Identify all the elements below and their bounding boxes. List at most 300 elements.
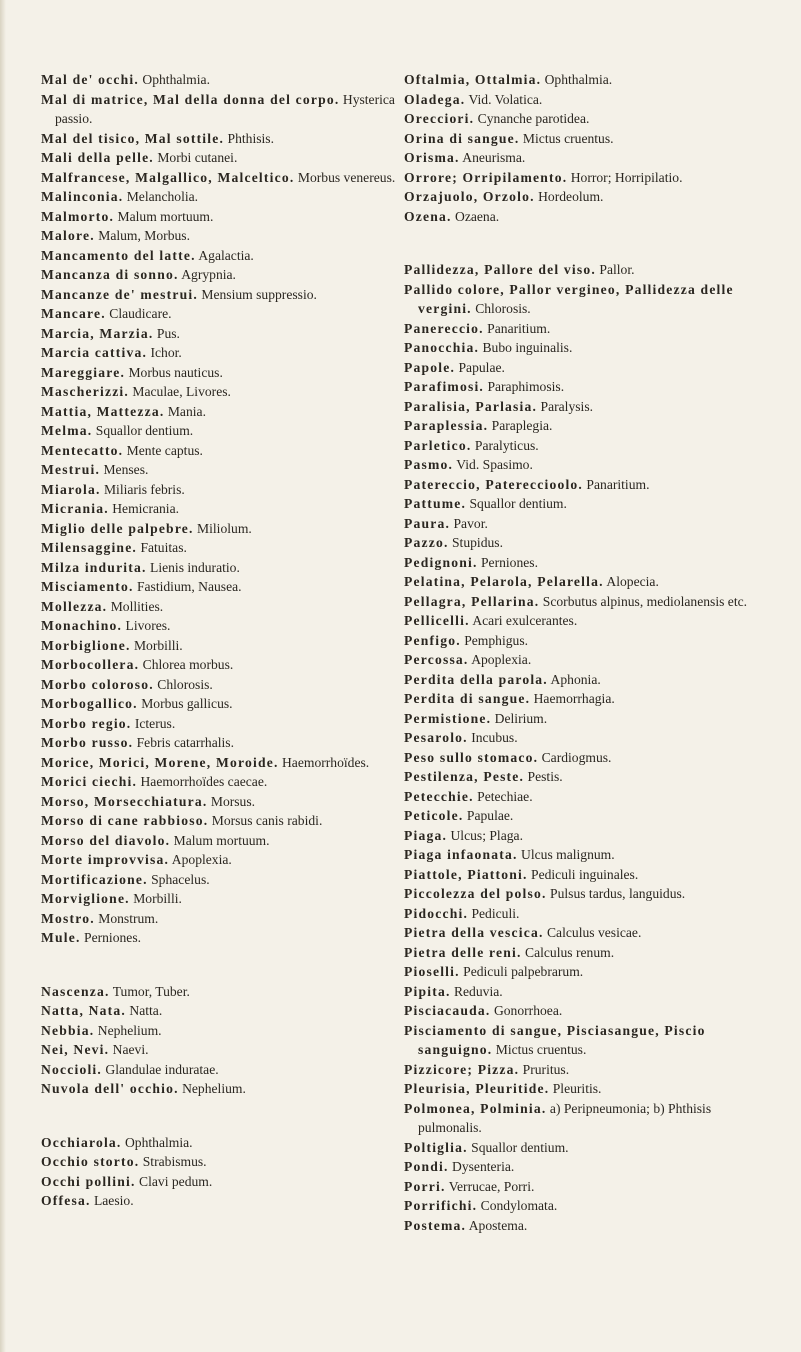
entry-latin: Perniones.	[480, 554, 538, 570]
entry-term: Mareggiare.	[41, 364, 126, 380]
dictionary-entry	[404, 70, 764, 90]
dictionary-entry	[41, 402, 396, 422]
entry-term: Pellagra, Pellarina.	[404, 593, 540, 609]
entry-term: Misciamento.	[41, 579, 134, 594]
dictionary-entry	[404, 533, 764, 553]
entry-latin: Pediculi.	[471, 905, 520, 921]
entry-latin: Squallor dentium.	[471, 1139, 569, 1155]
entry-latin: a) Peripneumonia; b) Phthisis pulmonalis.	[418, 1100, 712, 1135]
entry-term: Morici ciechi.	[41, 774, 138, 789]
entry-term: Pallido colore, Pallor vergineo, Pallidezza delle vergini.	[404, 281, 734, 316]
entry-term: Morbo coloroso.	[41, 676, 154, 692]
dictionary-entry	[41, 831, 396, 851]
entry-latin: Papulae.	[466, 808, 514, 823]
dictionary-entry	[404, 806, 764, 826]
entry-latin: Malum mortuum.	[173, 832, 270, 848]
entry-term: Polmonea, Polminia.	[404, 1100, 547, 1116]
dictionary-entry	[41, 285, 396, 305]
dictionary-entry	[41, 616, 396, 636]
entry-latin: Hordeolum.	[538, 189, 604, 204]
entry-term: Miarola.	[41, 481, 101, 497]
dictionary-entry	[41, 168, 396, 188]
entry-term: Pizzicore; Pizza.	[404, 1061, 520, 1077]
dictionary-entry	[41, 811, 396, 831]
dictionary-entry	[41, 460, 396, 480]
entry-term: Pesarolo.	[404, 730, 468, 745]
dictionary-entry	[41, 1172, 396, 1192]
entry-term: Peticole.	[404, 808, 464, 823]
entry-latin: Stupidus.	[451, 535, 503, 550]
entry-term: Nascenza.	[41, 983, 110, 999]
entry-term: Mattia, Mattezza.	[41, 403, 165, 419]
entry-term: Morviglione.	[41, 891, 130, 906]
entry-term: Petecchie.	[404, 788, 474, 804]
entry-latin: Alopecia.	[606, 574, 659, 589]
dictionary-entry	[404, 377, 764, 397]
dictionary-entry	[404, 923, 764, 943]
dictionary-entry	[404, 1079, 764, 1099]
dictionary-entry	[41, 129, 396, 149]
entry-latin: Gonorrhoea.	[493, 1003, 563, 1018]
dictionary-entry	[404, 1177, 764, 1197]
dictionary-entry	[41, 850, 396, 870]
dictionary-entry	[404, 709, 764, 729]
dictionary-entry	[404, 1001, 764, 1021]
entry-latin: Malum mortuum.	[117, 208, 214, 224]
entry-term: Natta, Nata.	[41, 1003, 126, 1018]
entry-latin: Pediculi palpebrarum.	[463, 964, 584, 979]
dictionary-entry	[404, 280, 764, 319]
entry-term: Perdita della parola.	[404, 671, 548, 687]
dictionary-entry	[404, 455, 764, 475]
entry-term: Mal del tisico, Mal sottile.	[41, 130, 225, 146]
entry-term: Nuvola dell' occhio.	[41, 1081, 179, 1096]
dictionary-entry	[404, 767, 764, 787]
right-group-p	[404, 260, 764, 1235]
entry-term: Occhi pollini.	[41, 1173, 136, 1189]
dictionary-entry	[404, 319, 764, 339]
entry-term: Morbo russo.	[41, 735, 134, 750]
entry-latin: Ichor.	[150, 345, 182, 360]
entry-latin: Horror; Horripilatio.	[570, 169, 683, 185]
entry-term: Mancare.	[41, 306, 106, 321]
dictionary-entry	[41, 1021, 396, 1041]
entry-latin: Morbus nauticus.	[128, 364, 223, 380]
entry-term: Milza indurita.	[41, 559, 147, 575]
entry-term: Milensaggine.	[41, 540, 138, 555]
entry-term: Offesa.	[41, 1193, 91, 1208]
entry-term: Morbogallico.	[41, 696, 138, 711]
entry-term: Nei, Nevi.	[41, 1042, 110, 1057]
entry-term: Orisma.	[404, 150, 460, 165]
entry-latin: Pleuritis.	[552, 1081, 602, 1096]
entry-term: Piaga infaonata.	[404, 847, 518, 862]
entry-term: Miglio delle palpebre.	[41, 520, 194, 536]
entry-latin: Incubus.	[471, 730, 518, 745]
entry-latin: Agrypnia.	[181, 267, 236, 282]
entry-latin: Vid. Volatica.	[468, 91, 543, 107]
entry-latin: Paralyticus.	[474, 437, 539, 453]
entry-latin: Pavor.	[453, 515, 488, 531]
entry-latin: Squallor dentium.	[469, 496, 567, 511]
entry-latin: Fastidium, Nausea.	[136, 579, 242, 594]
entry-latin: Febris catarrhalis.	[136, 735, 234, 750]
entry-latin: Papulae.	[458, 359, 505, 375]
entry-latin: Ophthalmia.	[544, 72, 613, 87]
entry-latin: Calculus renum.	[525, 944, 615, 960]
dictionary-entry	[404, 904, 764, 924]
group-gap	[41, 948, 396, 982]
dictionary-entry	[404, 865, 764, 885]
entry-latin: Mania.	[167, 403, 206, 419]
entry-term: Mollezza.	[41, 598, 108, 614]
entry-term: Pattume.	[404, 496, 467, 511]
entry-term: Papole.	[404, 359, 456, 375]
dictionary-entry	[404, 187, 764, 207]
entry-latin: Natta.	[129, 1003, 163, 1018]
entry-term: Percossa.	[404, 652, 469, 667]
dictionary-entry	[404, 1196, 764, 1216]
entry-latin: Ozaena.	[455, 208, 500, 224]
entry-term: Paura.	[404, 515, 451, 531]
entry-term: Monachino.	[41, 618, 123, 633]
dictionary-entry	[404, 1099, 764, 1138]
entry-term: Occhiarola.	[41, 1134, 122, 1150]
entry-latin: Melancholia.	[126, 189, 199, 204]
dictionary-entry	[41, 733, 396, 753]
dictionary-entry	[41, 636, 396, 656]
dictionary-entry	[41, 694, 396, 714]
dictionary-entry	[41, 1133, 396, 1153]
dictionary-entry	[404, 109, 764, 129]
entry-latin: Phthisis.	[227, 130, 274, 146]
dictionary-entry	[41, 1001, 396, 1021]
entry-latin: Chlorosis.	[475, 301, 531, 316]
dictionary-entry	[41, 597, 396, 617]
group-gap	[404, 226, 764, 260]
entry-latin: Panaritium.	[487, 320, 551, 336]
dictionary-entry	[404, 129, 764, 149]
entry-latin: Chlorosis.	[157, 676, 213, 692]
dictionary-entry	[41, 70, 396, 90]
entry-term: Mentecatto.	[41, 442, 124, 458]
entry-latin: Cynanche parotidea.	[477, 111, 590, 126]
dictionary-entry	[404, 1157, 764, 1177]
right-group-o	[404, 70, 764, 226]
entry-latin: Morbus venereus.	[297, 169, 396, 185]
dictionary-entry	[404, 884, 764, 904]
entry-term: Orecciori.	[404, 111, 475, 126]
entry-term: Piattole, Piattoni.	[404, 866, 528, 882]
entry-latin: Pus.	[156, 325, 180, 341]
entry-latin: Paraphimosis.	[487, 379, 565, 394]
entry-latin: Scorbutus alpinus, mediolanensis etc.	[542, 593, 748, 609]
entry-latin: Icterus.	[134, 715, 176, 731]
entry-term: Pioselli.	[404, 964, 460, 979]
entry-latin: Bubo inguinalis.	[482, 340, 573, 355]
entry-latin: Squallor dentium.	[95, 423, 194, 438]
dictionary-entry	[41, 982, 396, 1002]
entry-latin: Cardiogmus.	[541, 749, 612, 765]
dictionary-entry	[404, 650, 764, 670]
entry-latin: Miliolum.	[197, 520, 252, 536]
entry-latin: Reduvia.	[453, 983, 503, 999]
dictionary-entry	[404, 631, 764, 651]
entry-latin: Morsus canis rabidi.	[211, 813, 323, 828]
entry-term: Mancanza di sonno.	[41, 267, 179, 282]
entry-term: Pellicelli.	[404, 613, 470, 628]
entry-term: Pedignoni.	[404, 554, 478, 570]
entry-term: Morso, Morsecchiatura.	[41, 793, 208, 809]
entry-term: Nebbia.	[41, 1022, 95, 1038]
dictionary-entry	[404, 90, 764, 110]
page-binding-edge	[0, 0, 6, 1352]
dictionary-entry	[41, 90, 396, 129]
entry-latin: Pediculi inguinales.	[531, 866, 639, 882]
entry-latin: Paraplegia.	[491, 418, 553, 433]
entry-term: Piaga.	[404, 827, 448, 843]
entry-latin: Vid. Spasimo.	[456, 457, 533, 472]
entry-term: Morbocollera.	[41, 657, 140, 672]
entry-term: Malmorto.	[41, 208, 115, 224]
entry-latin: Maculae, Livores.	[132, 384, 231, 399]
dictionary-entry	[404, 1021, 764, 1060]
entry-term: Pidocchi.	[404, 905, 469, 921]
entry-latin: Chlorea morbus.	[142, 657, 234, 672]
dictionary-entry	[404, 475, 764, 495]
entry-latin: Mensium suppressio.	[201, 286, 317, 302]
dictionary-entry	[404, 689, 764, 709]
entry-latin: Hemicrania.	[112, 501, 180, 516]
dictionary-entry	[404, 207, 764, 227]
dictionary-entry	[41, 265, 396, 285]
entry-latin: Mollities.	[110, 598, 164, 614]
dictionary-entry	[404, 670, 764, 690]
dictionary-entry	[404, 1216, 764, 1236]
left-group-m	[41, 70, 396, 948]
entry-term: Panocchia.	[404, 340, 480, 355]
entry-latin: Pestis.	[527, 769, 563, 784]
entry-term: Morice, Morici, Morene, Moroide.	[41, 754, 279, 770]
entry-latin: Mente captus.	[126, 442, 203, 458]
dictionary-entry	[41, 1152, 396, 1172]
entry-latin: Claudicare.	[109, 306, 172, 321]
dictionary-entry	[404, 1138, 764, 1158]
entry-term: Marcia cattiva.	[41, 345, 148, 360]
entry-latin: Aphonia.	[550, 671, 601, 687]
entry-term: Mostro.	[41, 910, 95, 926]
dictionary-entry	[41, 441, 396, 461]
entry-latin: Apoplexia.	[471, 652, 532, 667]
entry-latin: Glandulae induratae.	[105, 1061, 219, 1077]
entry-latin: Pallor.	[599, 262, 635, 277]
dictionary-entry	[41, 558, 396, 578]
entry-term: Porri.	[404, 1178, 446, 1194]
left-group-n	[41, 982, 396, 1099]
dictionary-entry	[41, 772, 396, 792]
entry-latin: Tumor, Tuber.	[112, 983, 190, 999]
entry-latin: Petechiae.	[477, 788, 533, 804]
entry-term: Porrifichi.	[404, 1198, 478, 1213]
entry-term: Orzajuolo, Orzolo.	[404, 189, 535, 204]
entry-latin: Pulsus tardus, languidus.	[550, 886, 686, 901]
dictionary-entry	[41, 363, 396, 383]
entry-term: Parletico.	[404, 437, 472, 453]
left-group-o	[41, 1133, 396, 1211]
dictionary-entry	[41, 207, 396, 227]
dictionary-entry	[41, 519, 396, 539]
dictionary-entry	[404, 514, 764, 534]
dictionary-entry	[404, 943, 764, 963]
dictionary-entry	[404, 748, 764, 768]
entry-latin: Morbi cutanei.	[157, 150, 238, 165]
entry-latin: Pemphigus.	[464, 632, 529, 648]
dictionary-entry	[41, 538, 396, 558]
entry-term: Paraplessia.	[404, 418, 489, 433]
entry-latin: Haemorrhoïdes caecae.	[140, 774, 268, 789]
dictionary-entry	[41, 1060, 396, 1080]
entry-term: Morso del diavolo.	[41, 832, 171, 848]
dictionary-entry	[41, 655, 396, 675]
entry-term: Pestilenza, Peste.	[404, 769, 525, 784]
dictionary-entry	[41, 499, 396, 519]
entry-latin: Fatuitas.	[140, 540, 187, 555]
entry-term: Piccolezza del polso.	[404, 886, 547, 901]
dictionary-entry	[404, 553, 764, 573]
entry-term: Micrania.	[41, 501, 109, 516]
dictionary-entry	[404, 416, 764, 436]
entry-latin: Paralysis.	[540, 398, 594, 414]
entry-latin: Miliaris febris.	[103, 481, 185, 497]
entry-latin: Malum, Morbus.	[98, 228, 190, 243]
dictionary-entry	[41, 382, 396, 402]
entry-term: Panereccio.	[404, 320, 484, 336]
entry-latin: Morbus gallicus.	[141, 696, 233, 711]
entry-term: Pleurisia, Pleuritide.	[404, 1081, 550, 1096]
dictionary-entry	[41, 226, 396, 246]
entry-term: Oftalmia, Ottalmia.	[404, 72, 542, 87]
entry-latin: Apoplexia.	[171, 852, 232, 867]
entry-latin: Morsus.	[210, 793, 256, 809]
dictionary-entry	[404, 397, 764, 417]
entry-latin: Agalactia.	[198, 247, 254, 263]
entry-term: Mancamento del latte.	[41, 247, 196, 263]
entry-latin: Sphacelus.	[151, 871, 210, 887]
entry-term: Malfrancese, Malgallico, Malceltico.	[41, 169, 295, 185]
right-column	[404, 70, 764, 1235]
dictionary-entry	[404, 982, 764, 1002]
entry-latin: Ophthalmia.	[142, 72, 210, 87]
dictionary-entry	[404, 1060, 764, 1080]
entry-term: Morte improvvisa.	[41, 852, 170, 867]
dictionary-entry	[41, 675, 396, 695]
entry-term: Morbo regio.	[41, 715, 132, 731]
dictionary-entry	[41, 1079, 396, 1099]
dictionary-entry	[404, 260, 764, 280]
dictionary-entry	[41, 714, 396, 734]
entry-term: Mancanze de' mestrui.	[41, 286, 198, 302]
entry-term: Pipita.	[404, 983, 451, 999]
entry-latin: Mictus cruentus.	[522, 130, 614, 146]
dictionary-entry	[41, 480, 396, 500]
entry-term: Malore.	[41, 228, 95, 243]
entry-term: Pisciamento di sangue, Pisciasangue, Piscio sanguigno.	[404, 1022, 706, 1057]
entry-latin: Ulcus malignum.	[521, 847, 615, 862]
entry-latin: Haemorrhoïdes.	[281, 754, 370, 770]
entry-term: Penfigo.	[404, 632, 461, 648]
entry-latin: Ophthalmia.	[124, 1134, 193, 1150]
left-column	[41, 70, 396, 1211]
entry-term: Peso sullo stomaco.	[404, 749, 539, 765]
entry-term: Pasmo.	[404, 457, 454, 472]
entry-term: Permistione.	[404, 710, 492, 726]
entry-term: Mal di matrice, Mal della donna del corpo.	[41, 91, 340, 107]
entry-latin: Naevi.	[112, 1042, 149, 1057]
entry-latin: Ulcus; Plaga.	[450, 827, 523, 843]
dictionary-entry	[404, 338, 764, 358]
dictionary-entry	[404, 148, 764, 168]
dictionary-entry	[404, 358, 764, 378]
entry-term: Orina di sangue.	[404, 130, 520, 146]
entry-term: Paralisia, Parlasia.	[404, 398, 538, 414]
entry-term: Melma.	[41, 423, 93, 438]
dictionary-entry	[404, 962, 764, 982]
entry-term: Mule.	[41, 930, 81, 945]
dictionary-entry	[41, 246, 396, 266]
entry-term: Postema.	[404, 1217, 467, 1233]
dictionary-entry	[41, 909, 396, 929]
entry-latin: Dysenteria.	[452, 1159, 515, 1174]
entry-latin: Livores.	[125, 618, 171, 633]
entry-latin: Pruritus.	[522, 1061, 570, 1077]
entry-term: Mestrui.	[41, 462, 101, 477]
entry-term: Pazzo.	[404, 535, 449, 550]
dictionary-entry	[404, 494, 764, 514]
entry-latin: Perniones.	[84, 930, 142, 945]
entry-latin: Strabismus.	[142, 1154, 207, 1169]
entry-latin: Condylomata.	[480, 1198, 558, 1213]
dictionary-entry	[41, 1191, 396, 1211]
entry-latin: Morbilli.	[133, 891, 182, 906]
entry-latin: Hysterica passio.	[55, 91, 395, 126]
dictionary-entry	[404, 845, 764, 865]
entry-term: Morbiglione.	[41, 637, 131, 653]
entry-latin: Clavi pedum.	[139, 1173, 213, 1189]
dictionary-entry	[404, 826, 764, 846]
dictionary-entry	[404, 592, 764, 612]
dictionary-entry	[41, 324, 396, 344]
entry-latin: Calculus vesicae.	[546, 925, 642, 940]
entry-term: Poltiglia.	[404, 1139, 468, 1155]
dictionary-entry	[41, 870, 396, 890]
entry-latin: Aneurisma.	[462, 150, 526, 165]
entry-term: Mali della pelle.	[41, 150, 154, 165]
dictionary-entry	[41, 889, 396, 909]
entry-term: Mascherizzi.	[41, 384, 129, 399]
dictionary-entry	[41, 343, 396, 363]
dictionary-entry	[41, 928, 396, 948]
dictionary-entry	[404, 787, 764, 807]
entry-latin: Apostema.	[468, 1217, 528, 1233]
dictionary-entry	[41, 792, 396, 812]
entry-term: Pallidezza, Pallore del viso.	[404, 262, 596, 277]
dictionary-entry	[41, 187, 396, 207]
dictionary-entry	[41, 148, 396, 168]
entry-latin: Lienis induratio.	[150, 559, 240, 575]
entry-latin: Verrucae, Porri.	[448, 1178, 535, 1194]
entry-term: Occhio storto.	[41, 1154, 140, 1169]
entry-term: Malinconia.	[41, 189, 124, 204]
